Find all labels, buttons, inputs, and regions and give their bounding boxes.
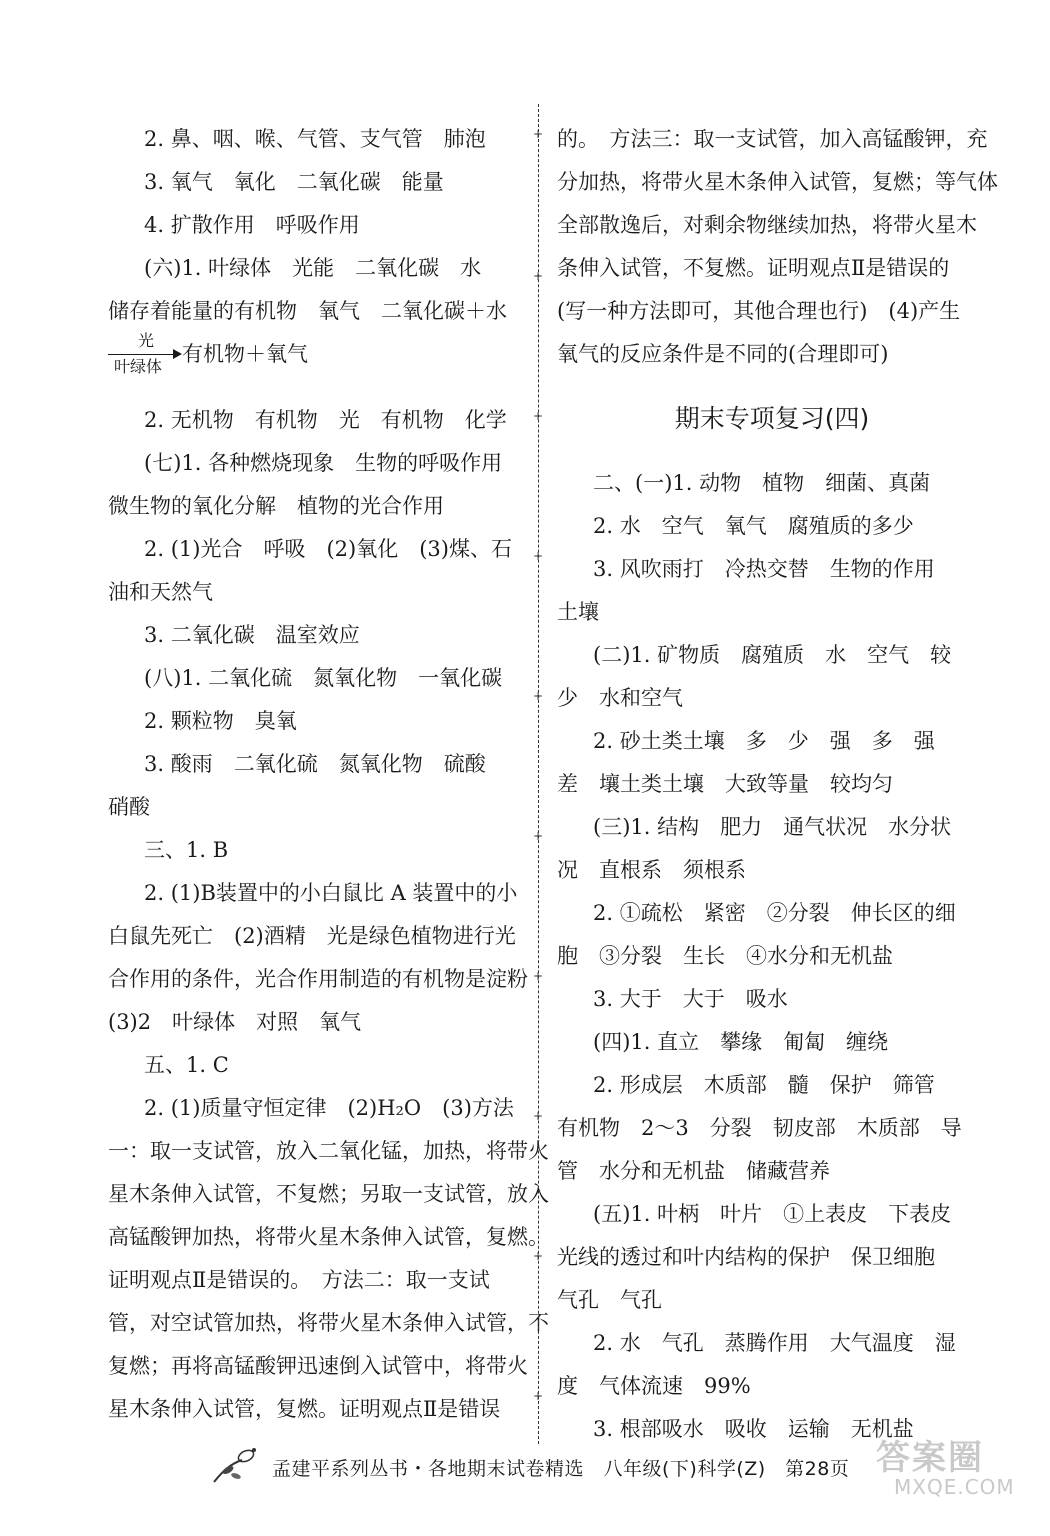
answer-line: 差 壤土类土壤 大致等量 较均匀 [557,772,893,796]
photosynthesis-equation [108,333,518,399]
divider-plus-icon: + [533,127,544,141]
answer-line: 2. 颗粒物 臭氧 [144,709,297,733]
watermark-url: MXQE.COM [894,1475,1015,1499]
reaction-arrow-icon [108,354,180,355]
answer-line: 硝酸 [108,795,150,819]
answer-line: 星木条伸入试管，复燃。证明观点Ⅱ是错误 [108,1397,501,1421]
answer-line: (写一种方法即可，其他合理也行) (4)产生 [557,299,961,323]
answer-line: 2. ①疏松 紧密 ②分裂 伸长区的细 [593,901,956,925]
divider-plus-icon: + [533,549,544,563]
left-column [108,118,549,1431]
answer-line: 3. 大于 大于 吸水 [593,987,788,1011]
equation-condition-chlorophyll: 叶绿体 [114,357,163,376]
divider-plus-icon: + [533,829,544,843]
divider-plus-icon: + [533,1389,544,1403]
answer-line: 2. 无机物 有机物 光 有机物 化学 [144,408,507,432]
answer-line: 条伸入试管，不复燃。证明观点Ⅱ是错误的 [557,256,950,280]
answer-line: 分加热，将带火星木条伸入试管，复燃；等气体 [557,170,998,194]
answer-line: (二)1. 矿物质 腐殖质 水 空气 较 [593,643,952,667]
answer-line: 管，对空试管加热，将带火星木条伸入试管，不 [108,1311,549,1335]
answer-line: 4. 扩散作用 呼吸作用 [144,213,360,237]
answer-line: (三)1. 结构 肥力 通气状况 水分状 [593,815,952,839]
answer-line: 2. 水 气孔 蒸腾作用 大气温度 湿 [593,1331,956,1355]
answer-line: (七)1. 各种燃烧现象 生物的呼吸作用 [144,451,503,475]
answer-line: 一：取一支试管，放入二氧化锰，加热，将带火 [108,1139,549,1163]
answer-line: 氧气的反应条件是不同的(合理即可) [557,342,889,366]
answer-line: 微生物的氧化分解 植物的光合作用 [108,494,444,518]
answer-line: 胞 ③分裂 生长 ④水分和无机盐 [557,944,893,968]
answer-line: 土壤 [557,600,599,624]
divider-plus-icon: + [533,969,544,983]
answer-line: 2. (1)B装置中的小白鼠比 A 装置中的小 [144,881,518,905]
answer-line: 少 水和空气 [557,686,683,710]
answer-line: 2. 鼻、咽、喉、气管、支气管 肺泡 [144,127,486,151]
section-title: 期末专项复习(四) [674,404,870,433]
answer-line: 2. 形成层 木质部 髓 保护 筛管 [593,1073,935,1097]
answer-line: 3. 根部吸水 吸收 运输 无机盐 [593,1417,914,1441]
answer-line: 合作用的条件，光合作用制造的有机物是淀粉 [108,967,528,991]
answer-line: 3. 酸雨 二氧化硫 氮氧化物 硫酸 [144,752,486,776]
answer-line: (四)1. 直立 攀缘 匍匐 缠绕 [593,1030,889,1054]
answer-line: 星木条伸入试管，不复燃；另取一支试管，放入 [108,1182,549,1206]
answer-line: 管 水分和无机盐 储藏营养 [557,1159,830,1183]
answer-line: 储存着能量的有机物 氧气 二氧化碳＋水 [108,299,507,323]
answer-line: 气孔 气孔 [557,1288,662,1312]
answer-line: 的。 方法三：取一支试管，加入高锰酸钾，充 [557,127,988,151]
answer-line: (八)1. 二氧化硫 氮氧化物 一氧化碳 [144,666,503,690]
equation-condition-light: 光 [138,331,155,350]
divider-plus-icon: + [533,269,544,283]
answer-line: 白鼠先死亡 (2)酒精 光是绿色植物进行光 [108,924,516,948]
answer-line: 3. 风吹雨打 冷热交替 生物的作用 [593,557,935,581]
answer-line: 三、1. B [144,838,229,862]
answer-line: 五、1. C [144,1053,229,1077]
answer-line: 2. (1)质量守恒定律 (2)H₂O (3)方法 [144,1096,514,1120]
column-divider [538,104,539,1444]
right-column [557,118,998,1451]
watermark-logo: 答案圈 [876,1438,984,1478]
page-footer [200,1451,880,1487]
divider-plus-icon: + [533,409,544,423]
answer-line: 况 直根系 须根系 [557,858,746,882]
answer-line: 复燃；再将高锰酸钾迅速倒入试管中，将带火 [108,1354,528,1378]
answer-line: 全部散逸后，对剩余物继续加热，将带火星木 [557,213,977,237]
answer-line: (六)1. 叶绿体 光能 二氧化碳 水 [144,256,482,280]
answer-line: 油和天然气 [108,580,213,604]
answer-line: 有机物 2～3 分裂 韧皮部 木质部 导 [557,1116,962,1140]
answer-line: 证明观点Ⅱ是错误的。 方法二：取一支试 [108,1268,490,1292]
answer-line: 光线的透过和叶内结构的保护 保卫细胞 [557,1245,935,1269]
answer-line: (五)1. 叶柄 叶片 ①上表皮 下表皮 [593,1202,952,1226]
answer-line: 2. 砂土类土壤 多 少 强 多 强 [593,729,935,753]
divider-plus-icon: + [533,1109,544,1123]
divider-plus-icon: + [533,1249,544,1263]
answer-line: 2. (1)光合 呼吸 (2)氧化 (3)煤、石 [144,537,512,561]
answer-line: 度 气体流速 99% [557,1374,751,1398]
answer-line: 二、(一)1. 动物 植物 细菌、真菌 [593,471,931,495]
answer-line: 2. 水 空气 氧气 腐殖质的多少 [593,514,914,538]
equation-product: 有机物＋氧气 [182,342,308,366]
divider-plus-icon: + [533,689,544,703]
watermark [876,1436,1036,1499]
footer-text: 孟建平系列丛书・各地期末试卷精选 八年级(下)科学(Z) 第28页 [272,1458,850,1480]
answer-line: 3. 二氧化碳 温室效应 [144,623,360,647]
answer-line: (3)2 叶绿体 对照 氧气 [108,1010,362,1034]
answer-line: 3. 氧气 氧化 二氧化碳 能量 [144,170,444,194]
answer-line: 高锰酸钾加热，将带火星木条伸入试管，复燃。 [108,1225,549,1249]
